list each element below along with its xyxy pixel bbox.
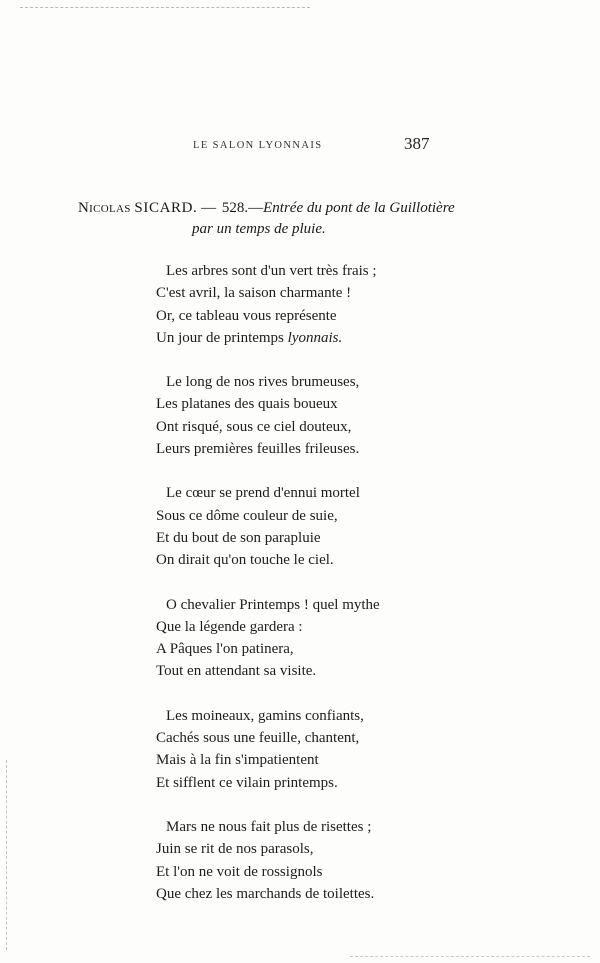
verse: Or, ce tableau vous représente xyxy=(156,307,337,324)
verse: Leurs premières feuilles frileuses. xyxy=(156,441,360,458)
verse: Ont risqué, sous ce ciel douteux, xyxy=(156,418,352,435)
verse: A Pâques l'on patinera, xyxy=(156,641,294,658)
page-header xyxy=(0,136,600,160)
verse: Le long de nos rives brumeuses, xyxy=(166,374,360,391)
scan-top-edge-rule xyxy=(20,7,310,8)
verse: Les moineaux, gamins confiants, xyxy=(166,707,364,724)
italic-word: lyonnais. xyxy=(287,329,343,346)
verse: Que la légende gardera : xyxy=(156,618,303,635)
verse: Les platanes des quais boueux xyxy=(156,396,338,413)
entry-heading-line-1 xyxy=(78,200,518,217)
verse: O chevalier Printemps ! quel mythe xyxy=(166,596,380,613)
verse: Le cœur se prend d'ennui mortel xyxy=(166,485,360,502)
artist-first-name: Nicolas xyxy=(78,200,131,216)
verse: Cachés sous une feuille, chantent, xyxy=(156,730,360,747)
page-number: 387 xyxy=(404,134,430,153)
artist-last-name: SICARD. xyxy=(134,200,198,216)
entry-separator: — xyxy=(201,200,217,216)
stanza-6 xyxy=(156,816,456,905)
scan-bottom-edge-rule xyxy=(350,956,590,957)
verse: Que chez les marchands de toilettes. xyxy=(156,885,375,902)
verse: Mais à la fin s'impatientent xyxy=(156,752,319,769)
verse: C'est avril, la saison charmante ! xyxy=(156,285,352,302)
verse-with-italic-tail xyxy=(156,327,456,349)
verse: Juin se rit de nos parasols, xyxy=(156,841,314,858)
verse: On dirait qu'on touche le ciel. xyxy=(156,552,334,569)
verse: Les arbres sont d'un vert très frais ; xyxy=(166,263,377,279)
entry-title-line-2: par un temps de pluie. xyxy=(192,221,326,237)
entry-title-line-1: Entrée du pont de la Guillotière xyxy=(263,200,455,216)
scan-margin-artifact xyxy=(6,760,7,950)
verse: Mars ne nous fait plus de risettes ; xyxy=(166,818,372,835)
running-title: LE SALON LYONNAIS xyxy=(193,140,323,151)
entry-number: 528.— xyxy=(221,200,264,216)
poem xyxy=(156,260,456,927)
stanza-3 xyxy=(156,482,456,571)
catalogue-entry-heading xyxy=(78,200,518,238)
stanza-1 xyxy=(156,260,456,349)
verse: Et du bout de son parapluie xyxy=(156,529,321,546)
verse-text: Un jour de printemps xyxy=(156,329,284,346)
stanza-2 xyxy=(156,371,456,460)
verse: Tout en attendant sa visite. xyxy=(156,663,317,680)
verse: Sous ce dôme couleur de suie, xyxy=(156,507,338,524)
verse: Et sifflent ce vilain printemps. xyxy=(156,774,338,791)
stanza-5 xyxy=(156,705,456,794)
artist-name xyxy=(78,200,197,216)
stanza-4 xyxy=(156,594,456,683)
verse: Et l'on ne voit de rossignols xyxy=(156,863,323,880)
